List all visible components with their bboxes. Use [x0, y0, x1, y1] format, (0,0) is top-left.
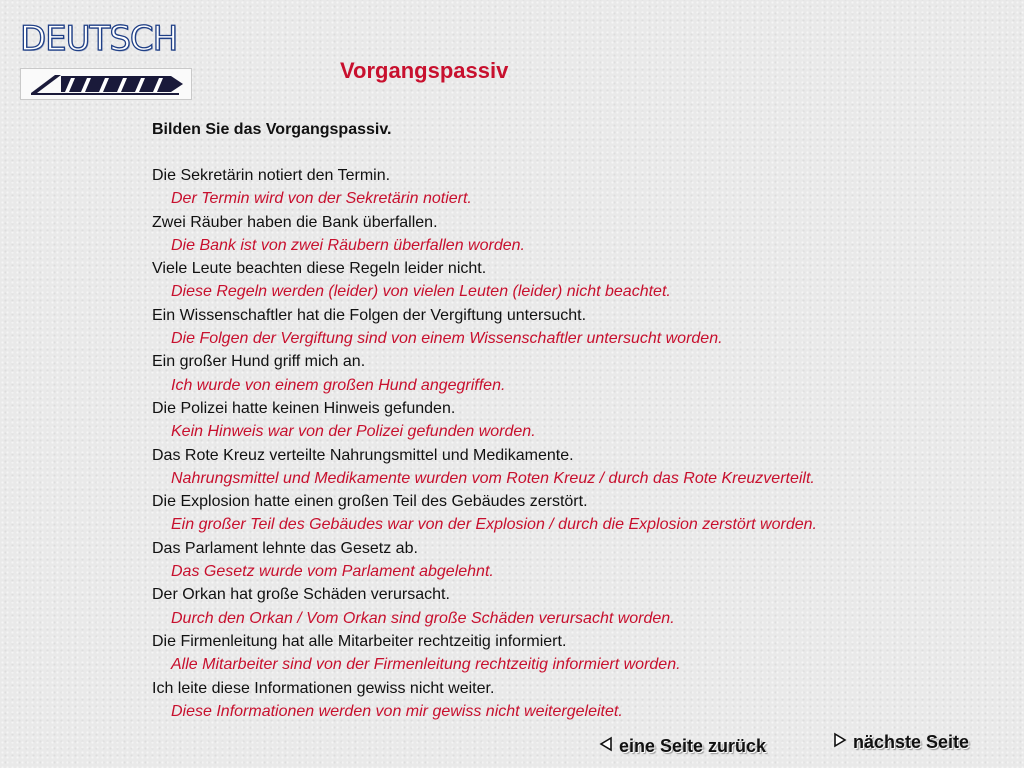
- previous-page-label: eine Seite zurück: [619, 736, 767, 756]
- exercise-answer: Ein großer Teil des Gebäudes war von der Explosion / durch die Explosion zerstört worden.: [171, 516, 817, 534]
- exercise-sentence: Ein großer Hund griff mich an.: [152, 353, 366, 371]
- exercise-sentence: Der Orkan hat große Schäden verursacht.: [152, 586, 450, 604]
- exercise-item: [152, 397, 1012, 444]
- exercise-answer: Diese Regeln werden (leider) von vielen Leuten (leider) nicht beachtet.: [171, 283, 671, 301]
- exercise-sentence: Die Explosion hatte einen großen Teil des Gebäudes zerstört.: [152, 493, 588, 511]
- page-title: Vorgangspassiv: [340, 58, 509, 83]
- exercise-sentence: Das Rote Kreuz verteilte Nahrungsmittel und Medikamente.: [152, 446, 574, 464]
- exercise-answer: Durch den Orkan / Vom Orkan sind große Schäden verursacht worden.: [171, 609, 675, 627]
- brand-logo-banner: [20, 68, 192, 100]
- exercise-content: [152, 118, 1012, 723]
- exercise-item: [152, 257, 1012, 304]
- exercise-item: [152, 350, 1012, 397]
- exercise-sentence: Das Parlament lehnte das Gesetz ab.: [152, 539, 418, 557]
- brand-logo-graphic: [21, 69, 191, 99]
- exercise-item: [152, 583, 1012, 630]
- triangle-right-icon: [832, 732, 848, 753]
- exercise-sentence: Viele Leute beachten diese Regeln leider nicht.: [152, 260, 487, 278]
- exercise-sentence: Die Firmenleitung hat alle Mitarbeiter rechtzeitig informiert.: [152, 632, 567, 650]
- next-page-link[interactable]: [832, 732, 969, 753]
- previous-page-link[interactable]: [598, 736, 766, 757]
- exercise-item: [152, 304, 1012, 351]
- triangle-left-icon: [598, 736, 614, 757]
- exercise-answer: Ich wurde von einem großen Hund angegriffen.: [171, 376, 506, 394]
- exercise-sentence: Ein Wissenschaftler hat die Folgen der Vergiftung untersucht.: [152, 306, 587, 324]
- exercise-sentence: Zwei Räuber haben die Bank überfallen.: [152, 213, 438, 231]
- exercise-item: [152, 677, 1012, 724]
- exercise-item: [152, 537, 1012, 584]
- next-page-label: nächste Seite: [853, 732, 970, 752]
- exercise-answer: Nahrungsmittel und Medikamente wurden vom Roten Kreuz / durch das Rote Kreuzverteilt.: [171, 469, 815, 487]
- exercise-answer: Das Gesetz wurde vom Parlament abgelehnt.: [171, 563, 494, 581]
- exercise-answer: Diese Informationen werden von mir gewiss nicht weitergeleitet.: [171, 702, 623, 720]
- exercise-answer: Die Bank ist von zwei Räubern überfallen worden.: [171, 236, 525, 254]
- exercise-answer: Die Folgen der Vergiftung sind von einem Wissenschaftler untersucht worden.: [171, 330, 723, 348]
- exercise-item: [152, 444, 1012, 491]
- exercise-answer: Kein Hinweis war von der Polizei gefunden worden.: [171, 423, 536, 441]
- exercise-instruction: Bilden Sie das Vorgangspassiv.: [152, 121, 392, 138]
- brand-logo-text: DEUTSCH: [20, 19, 178, 59]
- exercise-sentence: Die Polizei hatte keinen Hinweis gefunden.: [152, 399, 456, 417]
- exercise-item: [152, 490, 1012, 537]
- exercise-answer: Alle Mitarbeiter sind von der Firmenleitung rechtzeitig informiert worden.: [171, 656, 681, 674]
- exercise-answer: Der Termin wird von der Sekretärin notiert.: [171, 190, 472, 208]
- exercise-sentence: Ich leite diese Informationen gewiss nicht weiter.: [152, 679, 495, 697]
- exercise-item: [152, 630, 1012, 677]
- exercise-item: [152, 211, 1012, 258]
- exercise-item: [152, 164, 1012, 211]
- exercise-sentence: Die Sekretärin notiert den Termin.: [152, 167, 391, 184]
